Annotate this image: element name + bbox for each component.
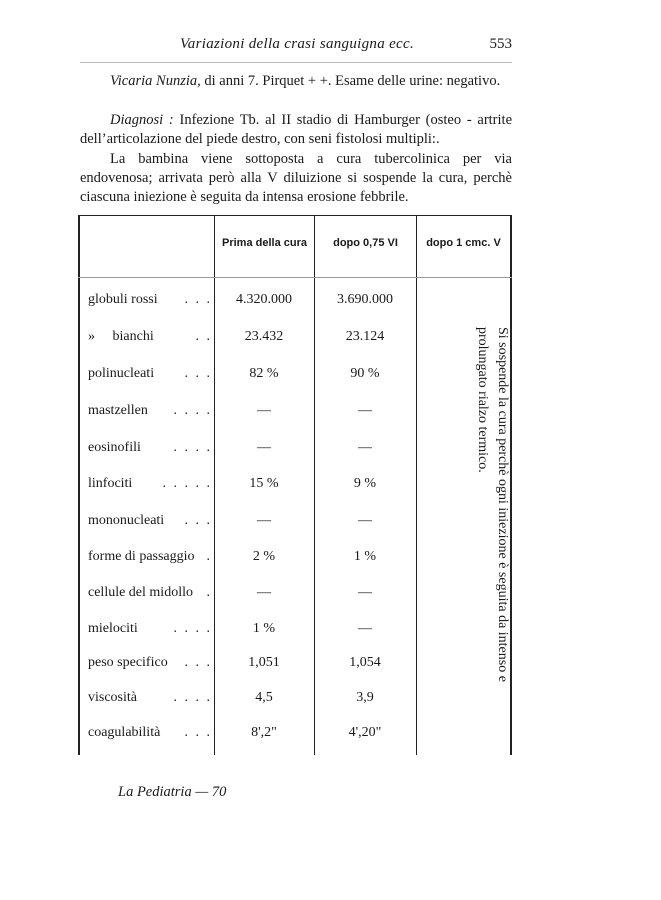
value-dopo: 4',20" — [348, 725, 382, 740]
row-label: coagulabilità — [88, 725, 161, 740]
row-label: linfociti — [88, 476, 133, 491]
value-dopo: 9 % — [353, 476, 377, 491]
row-label: viscosità — [88, 690, 137, 705]
patient-name: Vicaria Nunzia, — [110, 73, 201, 89]
value-dopo: — — [358, 513, 372, 528]
row-leader-dots: . . . . — [173, 621, 212, 636]
row-label: cellule del midollo — [88, 585, 193, 600]
row-leader-dots: . . . . — [173, 403, 212, 418]
row-leader-dots: . . . — [184, 366, 212, 381]
row-label: polinucleati — [88, 366, 155, 381]
row-leader-dots: . . . — [184, 725, 212, 740]
value-dopo: — — [358, 621, 372, 636]
row-label: peso specifico — [88, 655, 168, 670]
value-dopo: 23.124 — [345, 329, 385, 344]
row-leader-dots: . — [206, 585, 212, 600]
running-title: Variazioni della crasi sanguigna ecc. — [180, 36, 414, 52]
value-prima: — — [257, 403, 271, 418]
table-col-divider-2 — [314, 215, 315, 755]
header-dopo-075: dopo 0,75 VI — [333, 237, 398, 249]
value-prima: 15 % — [249, 476, 279, 491]
row-label: mononucleati — [88, 513, 165, 528]
value-prima: 4,5 — [255, 690, 273, 705]
value-dopo: 90 % — [350, 366, 380, 381]
page-number: 553 — [489, 36, 512, 52]
value-prima: 82 % — [249, 366, 279, 381]
row-leader-dots: . . — [195, 329, 212, 344]
row-leader-dots: . . . . — [173, 440, 212, 455]
value-prima: 2 % — [252, 549, 276, 564]
value-prima: — — [257, 585, 271, 600]
value-dopo: 1 % — [353, 549, 377, 564]
patient-paragraph — [80, 72, 512, 91]
vertical-note: Si sospende la cura perchè ogni iniezione è seguita da intenso e prolungato rialzo termico. — [475, 327, 510, 682]
value-dopo: 1,054 — [349, 655, 381, 670]
row-leader-dots: . . . — [184, 655, 212, 670]
diagnosis-label: Diagnosi : — [110, 112, 174, 128]
blood-table — [78, 215, 512, 755]
diagnosis-paragraph — [80, 111, 512, 149]
row-leader-dots: . — [206, 549, 212, 564]
row-label: forme di passaggio — [88, 549, 195, 564]
value-dopo: — — [358, 585, 372, 600]
row-label: » bianchi — [88, 329, 154, 344]
value-prima: 1,051 — [248, 655, 280, 670]
value-prima: 1 % — [252, 621, 276, 636]
table-header-rule — [78, 277, 512, 278]
header-dopo-1cmc: dopo 1 cmc. V — [426, 237, 501, 249]
value-prima: 23.432 — [244, 329, 284, 344]
row-leader-dots: . . . . — [173, 690, 212, 705]
table-col-divider-1 — [214, 215, 215, 755]
header-prima-della-cura: Prima della cura — [222, 237, 307, 249]
value-dopo: — — [358, 440, 372, 455]
table-left-border — [78, 215, 80, 755]
value-dopo: — — [358, 403, 372, 418]
patient-details: di anni 7. Pirquet + +. Esame delle urine: negativo. — [200, 73, 501, 89]
row-label: mastzellen — [88, 403, 148, 418]
table-top-border — [78, 215, 512, 216]
row-label: globuli rossi — [88, 292, 158, 307]
row-leader-dots: . . . — [184, 513, 212, 528]
page-header — [80, 36, 512, 56]
value-dopo: 3,9 — [356, 690, 374, 705]
table-col-divider-3 — [416, 215, 417, 755]
value-dopo: 3.690.000 — [337, 292, 393, 307]
value-prima: — — [257, 513, 271, 528]
row-label: mielociti — [88, 621, 138, 636]
value-prima: — — [257, 440, 271, 455]
value-prima: 8',2" — [251, 725, 277, 740]
header-rule — [80, 62, 512, 63]
row-leader-dots: . . . — [184, 292, 212, 307]
row-leader-dots: . . . . . — [162, 476, 212, 491]
diagnosis-text: Infezione Tb. al II stadio di Hamburger (osteo - artrite dell’articolazione del piede destro, con seni fistolosi multipli:. — [80, 112, 513, 147]
value-prima: 4.320.000 — [236, 292, 292, 307]
footer-signature: La Pediatria — 70 — [118, 784, 227, 800]
treatment-paragraph: La bambina viene sottoposta a cura tubercolinica per via endovenosa; arrivata però alla V diluizione si sospende la cura, perchè ciascuna iniezione è seguita da intensa erosione febbrile. — [80, 151, 512, 205]
row-label: eosinofili — [88, 440, 141, 455]
